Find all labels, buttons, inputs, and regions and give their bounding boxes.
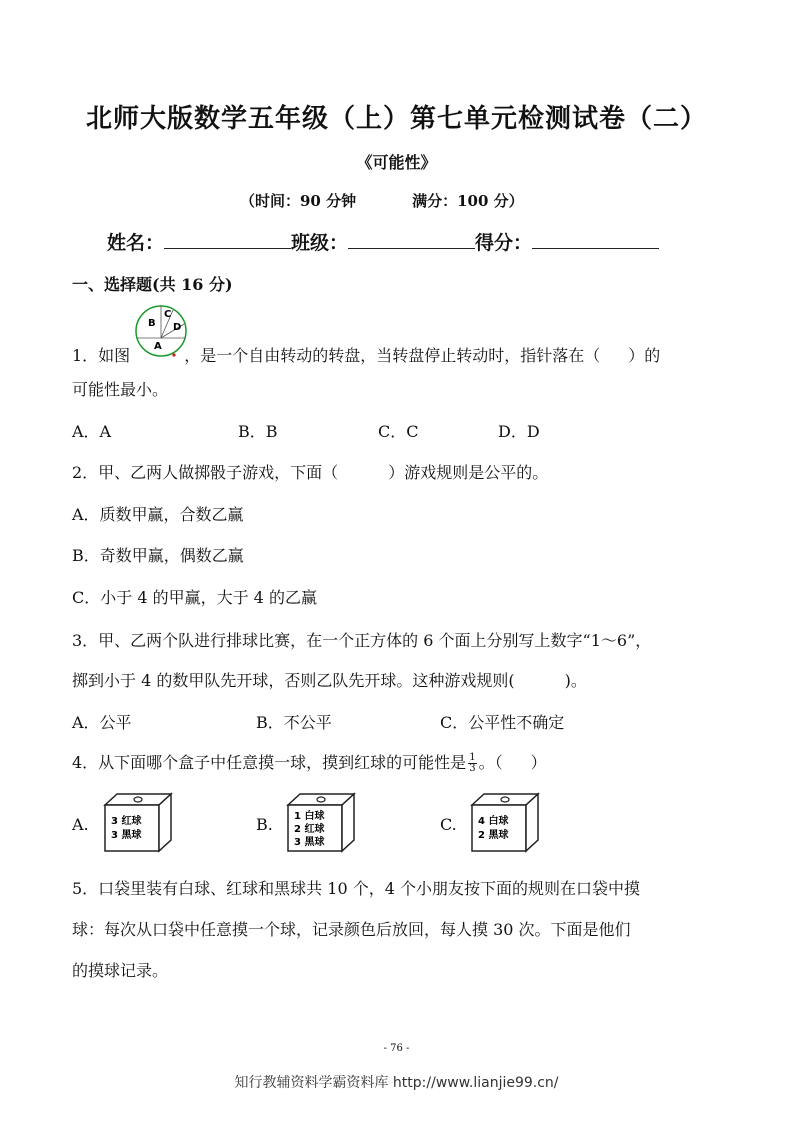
q1-option-c[interactable]: C．C — [378, 422, 419, 441]
q3-option-c[interactable]: C．公平性不确定 — [440, 713, 565, 732]
q4-box-a[interactable] — [101, 791, 173, 853]
q4-box-b[interactable] — [284, 791, 356, 853]
q3-option-a[interactable]: A．公平 — [72, 713, 132, 732]
q2-option-a[interactable]: A．质数甲赢，合数乙赢 — [72, 505, 244, 524]
question-3-line-2 — [72, 668, 587, 691]
grade-blank[interactable] — [532, 230, 659, 249]
class-label: 班级： — [291, 232, 349, 254]
spinner-label-c: C — [164, 309, 172, 320]
question-1-line-2: 可能性最小。 — [72, 380, 169, 399]
box-b-line-2: 2 红球 — [294, 824, 325, 835]
q1-prefix: 1．如图 — [72, 346, 131, 365]
spinner-label-d: D — [173, 322, 182, 333]
question-5-line-3: 的摸球记录。 — [72, 961, 169, 980]
exam-meta — [240, 190, 524, 211]
question-5-line-1: 5．口袋里装有白球、红球和黑球共 10 个，4 个小朋友按下面的规则在口袋中摸 — [72, 879, 640, 898]
box-c-line-2: 2 黑球 — [478, 830, 509, 841]
name-label: 姓名： — [107, 232, 165, 254]
q4-stem-c: ） — [530, 753, 547, 772]
page-number: - 76 - — [383, 1043, 410, 1054]
box-a-line-1: 3 红球 — [111, 816, 142, 827]
box-c-line-1: 4 白球 — [478, 816, 509, 827]
q1-option-a[interactable]: A．A — [72, 422, 112, 441]
q3-stem-b: )。 — [564, 671, 587, 690]
q4-stem-b: 。（ — [478, 753, 503, 772]
q1-stem: ，是一个自由转动的转盘，当转盘停止转动时，指针落在（ — [184, 346, 601, 365]
spinner-label-a: A — [154, 341, 162, 352]
question-2 — [72, 460, 548, 483]
q4-box-c[interactable] — [468, 791, 540, 853]
spinner-label-b: B — [148, 318, 156, 329]
box-a-line-2: 3 黑球 — [111, 830, 142, 841]
time-limit: （时间：90 分钟 — [240, 192, 357, 210]
q4-option-b-label[interactable]: B. — [256, 815, 273, 834]
q3-stem-a: 掷到小于 4 的数甲队先开球，否则乙队先开球。这种游戏规则( — [72, 671, 515, 690]
q4-option-c-label[interactable]: C. — [440, 815, 457, 834]
question-5-line-2: 球：每次从口袋中任意摸一个球，记录颜色后放回，每人摸 30 次。下面是他们 — [72, 920, 631, 939]
full-score: 满分：100 分） — [412, 192, 524, 210]
q2-option-c[interactable]: C．小于 4 的甲赢，大于 4 的乙赢 — [72, 588, 317, 607]
question-1-line-1 — [72, 343, 660, 366]
class-blank[interactable] — [348, 230, 475, 249]
page-subtitle: 《可能性》 — [356, 153, 437, 172]
q2-option-b[interactable]: B．奇数甲赢，偶数乙赢 — [72, 546, 244, 565]
q2-stem-a: 2．甲、乙两人做掷骰子游戏，下面（ — [72, 463, 339, 482]
q4-stem-a: 4．从下面哪个盒子中任意摸一球，摸到红球的可能性是 — [72, 753, 467, 772]
question-4 — [72, 750, 547, 774]
footer-watermark[interactable]: 知行教辅资料学霸资料库 http://www.lianjie99.cn/ — [234, 1075, 559, 1091]
box-b-line-3: 3 黑球 — [294, 837, 325, 848]
grade-label: 得分： — [475, 232, 533, 254]
box-b-line-1: 1 白球 — [294, 811, 325, 822]
q1-option-b[interactable]: B．B — [238, 422, 278, 441]
fraction-one-third: $\frac{1}{3}$ — [469, 752, 476, 774]
question-3-line-1: 3．甲、乙两个队进行排球比赛，在一个正方体的 6 个面上分别写上数字“1～6”， — [72, 631, 652, 650]
q4-option-a-label[interactable]: A. — [72, 815, 89, 834]
section-title: 一、选择题(共 16 分) — [72, 275, 233, 294]
page-title: 北师大版数学五年级（上）第七单元检测试卷（二） — [85, 104, 707, 134]
student-info-row — [107, 228, 659, 255]
q1-stem-end: ）的 — [628, 346, 661, 365]
q3-option-b[interactable]: B．不公平 — [256, 713, 332, 732]
q2-stem-b: ）游戏规则是公平的。 — [388, 463, 549, 482]
name-blank[interactable] — [164, 230, 291, 249]
q1-option-d[interactable]: D．D — [498, 422, 540, 441]
